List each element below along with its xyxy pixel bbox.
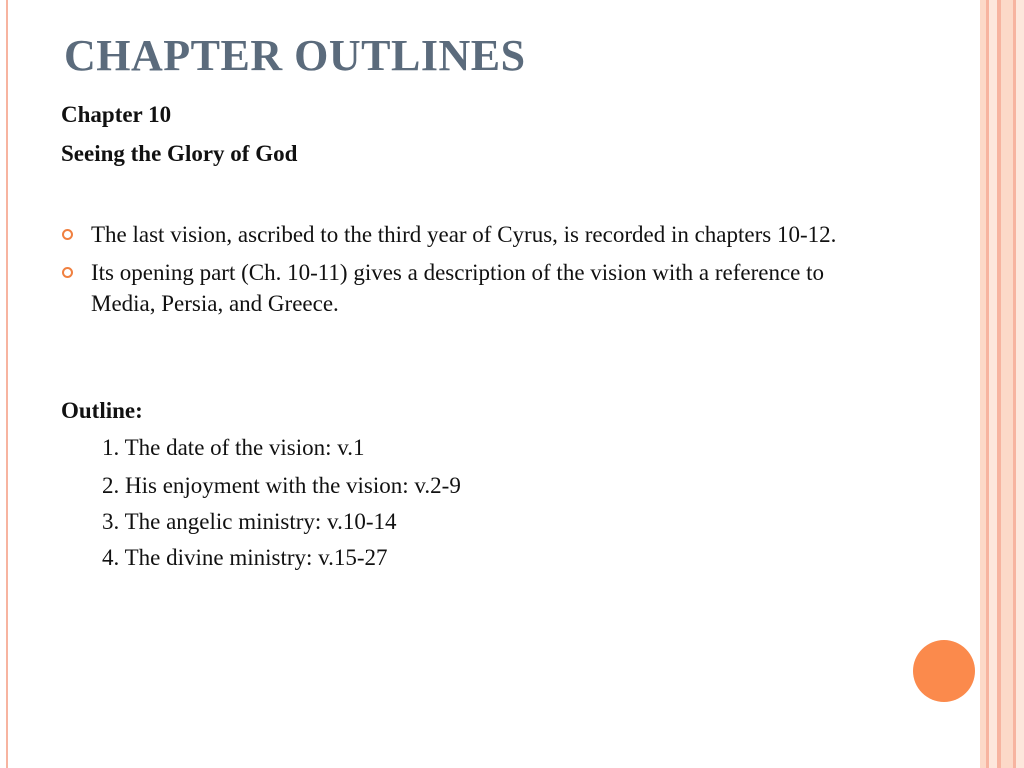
bullet-text: Its opening part (Ch. 10-11) gives a description of the vision with a reference to Media, Persia, and Greece. [91,260,825,316]
outline-item: 3. The angelic ministry: v.10-14 [102,509,397,534]
outline-heading: Outline: [61,398,143,423]
slide-title: CHAPTER OUTLINES [64,31,526,80]
bullet-ring-icon [62,229,73,240]
bullet-item [61,257,881,319]
bullet-item [61,219,881,250]
chapter-number: Chapter 10 [61,102,172,127]
outline-item: 4. The divine ministry: v.15-27 [102,545,388,570]
outline-item: 2. His enjoyment with the vision: v.2-9 [102,473,461,498]
right-stripe-decoration [980,0,1024,768]
orange-circle-decoration [913,640,975,702]
bullet-ring-icon [62,267,73,278]
bullet-text: The last vision, ascribed to the third year of Cyrus, is recorded in chapters 10-12. [91,222,837,247]
bullet-list [61,219,881,326]
chapter-title: Seeing the Glory of God [61,141,298,166]
left-border-line [6,0,8,768]
outline-item: 1. The date of the vision: v.1 [102,435,365,460]
